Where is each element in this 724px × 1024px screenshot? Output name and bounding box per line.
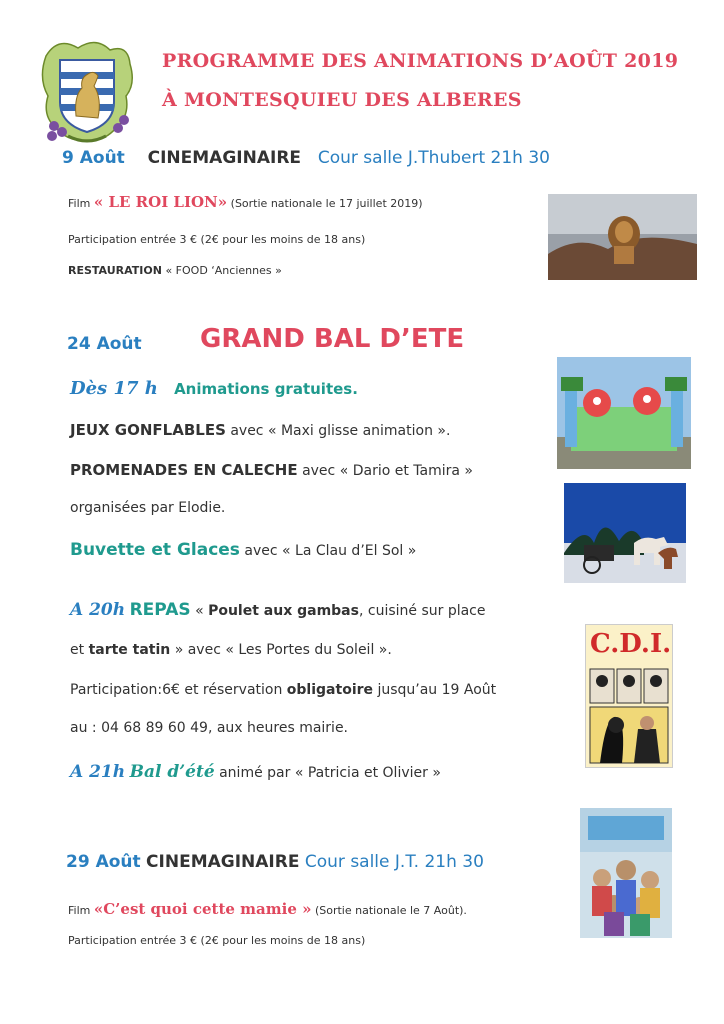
repas-dish2: tarte tatin: [88, 642, 171, 658]
cdi-poster: [585, 624, 673, 768]
event2-name: GRAND BAL D’ETE: [200, 324, 465, 354]
mamie-poster: [580, 808, 672, 938]
repas-phone: au : 04 68 89 60 49, aux heures mairie.: [70, 720, 349, 736]
jeux-line: [70, 421, 450, 439]
food-label: RESTAURATION: [68, 264, 162, 277]
food-value: « FOOD ‘Anciennes »: [165, 264, 282, 277]
buvette-line: [70, 540, 416, 560]
repas-l2a: et: [70, 642, 89, 658]
event2-time: Dès 17 h: [70, 378, 158, 399]
event1-date: 9 Août: [62, 148, 125, 168]
promenade-line: [70, 461, 473, 479]
carriage-photo: [564, 483, 686, 583]
event1-place: Cour salle J.Thubert 21h 30: [317, 148, 550, 168]
event3-price: Participation entrée 3 € (2€ pour les moins de 18 ans): [68, 934, 366, 947]
event1-price: Participation entrée 3 € (2€ pour les moins de 18 ans): [68, 233, 366, 246]
repas-quote: «: [195, 603, 209, 619]
page-subtitle: À MONTESQUIEU DES ALBERES: [162, 89, 522, 111]
event1-film-note: (Sortie nationale le 17 juillet 2019): [230, 197, 423, 210]
bal-time: A 21h: [70, 762, 126, 782]
film-prefix: Film: [68, 197, 91, 210]
repas-label: REPAS: [129, 600, 191, 620]
jeux-label: JEUX GONFLABLES: [70, 421, 226, 439]
event3-film-title: «C’est quoi cette mamie »: [93, 900, 312, 918]
event3-name: CINEMAGINAIRE: [146, 852, 300, 872]
repas-l2b: » avec « Les Portes du Soleil ».: [170, 642, 392, 658]
price-b: obligatoire: [286, 682, 374, 698]
event1-film-title: « LE ROI LION»: [93, 193, 228, 211]
event1-film-line: [68, 193, 423, 211]
buvette-value: avec « La Clau d’El Sol »: [244, 543, 417, 559]
cdi-poster-title: C.D.I.: [590, 629, 672, 659]
repas-dish1: Poulet aux gambas: [208, 603, 359, 619]
event1-heading: [62, 148, 550, 168]
repas-line2: [70, 642, 392, 658]
event3-film-line: [68, 900, 467, 918]
event2-date: 24 Août: [67, 334, 142, 354]
price-c: jusqu’au 19 Août: [373, 682, 497, 698]
bal-value: animé par « Patricia et Olivier »: [214, 765, 441, 781]
promenade-label: PROMENADES EN CALECHE: [70, 461, 298, 479]
jeux-value: avec « Maxi glisse animation ».: [230, 423, 451, 439]
lion-photo: [548, 194, 697, 280]
inflatable-photo: [557, 357, 691, 469]
event3-date: 29 Août: [66, 852, 141, 872]
event1-food: [68, 264, 282, 277]
promenade-line2: organisées par Elodie.: [70, 500, 226, 516]
event1-name: CINEMAGINAIRE: [147, 148, 302, 168]
event3-place: Cour salle J.T. 21h 30: [304, 852, 484, 872]
repas-rest1: , cuisiné sur place: [358, 603, 486, 619]
film-prefix: Film: [68, 904, 91, 917]
event2-time-line: [70, 378, 358, 399]
repas-line: [70, 600, 486, 620]
bal-label: Bal d’été: [129, 762, 215, 782]
event2-free: Animations gratuites.: [174, 380, 358, 398]
bal-line: [70, 762, 441, 782]
repas-price: [70, 682, 496, 698]
buvette-label: Buvette et Glaces: [70, 540, 240, 560]
event3-heading: [66, 852, 484, 872]
village-crest-icon: [38, 36, 136, 148]
price-a: Participation:6€ et réservation: [70, 682, 287, 698]
repas-time: A 20h: [70, 600, 126, 620]
page-title: PROGRAMME DES ANIMATIONS D’AOÛT 2019: [162, 50, 679, 72]
promenade-value: avec « Dario et Tamira »: [302, 463, 473, 479]
event3-film-note: (Sortie nationale le 7 Août).: [314, 904, 467, 917]
